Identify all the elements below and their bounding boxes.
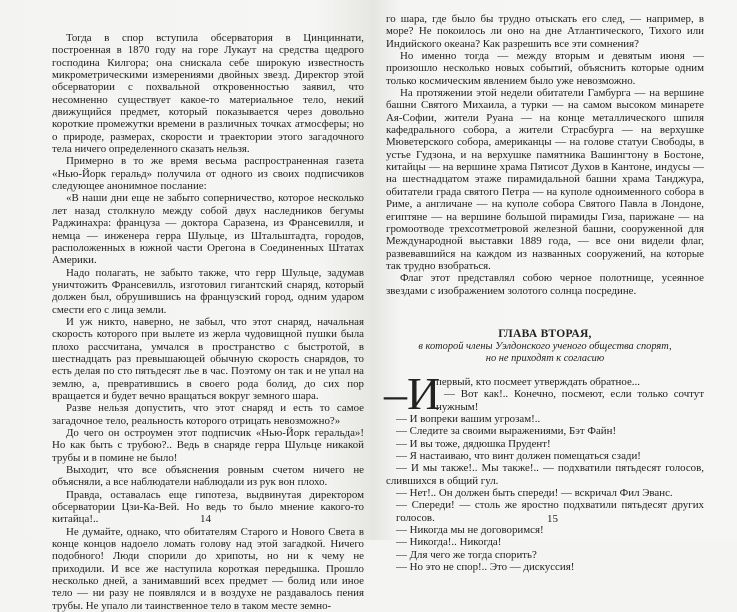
paragraph: Флаг этот представлял собою черное полотнище, усеянное звездами с изображением золотого солнца посредине. xyxy=(386,272,704,297)
paragraph: Разве нельзя допустить, что этот снаряд и есть то самое загадочное тело, реальность которого отрицать невозможно?» xyxy=(52,402,364,427)
paragraph: И уж никто, наверно, не забыл, что этот снаряд, начальная скорость которого при вылете из жерла чудовищной пушки была плохо рассчитана, умчался в пространство с быстротой, в шестнадцать раз превышающей обычную скорость снарядов, то есть делая по сто пятьдесят лье в час. Поэтому он так и не упал на землю, а, превратившись в своего рода болид, до сих пор вращается и будет вечно вращаться вокруг земного шара. xyxy=(52,315,364,402)
right-page xyxy=(372,0,737,574)
paragraph: На протяжении этой недели обитатели Гамбурга — на вершине башни Святого Михаила, а турки — на самом высоком минарете Ая-Софии, жители Руана — на конце металлического шпиля кафедрального собора, а жители Страсбурга — на верхушке Мюветерского собора, американцы — на голове статуи Свободы, в устье Гудзона, и на верхушке памятника Вашингтону в Бостоне, китайцы — на вершине храма Пятисот Духов в Кантоне, индусы — на шестнадцатом этаже пирамидальной башни храма Танджура, обитатели града святого Петра — на куполе одноименного собора в Риме, а англичане — на куполе собора Святого Павла в Лондоне, египтяне — на вершине большой пирамиды Гиза, парижане — на громоотводе трехсотметровой железной башни, сооруженной для Международной выставки 1889 года, — все они видели флаг, развевавшийся на каждом из названных сооружений, на которые так трудно взобраться. xyxy=(386,87,704,272)
dialogue-line: — Никогда мы не договоримся! xyxy=(396,524,544,537)
paragraph: Тогда в спор вступила обсерватория в Цинциннати, построенная в 1870 году на горе Лукаут на средства щедрого господина Килгора; она снискала себе широкую известность микрометрическими измерениями двойных звезд. Директор этой обсерватории с похвальной откровенностью заявил, что несомненно существует какое-то материальное тело, некий движущийся предмет, который показывается через довольно короткие промежутки времени в различных точках атмосферы; но о природе, размерах, скорости и траектории этого загадочного тела ничего определенного сказать нельзя. xyxy=(52,32,364,156)
dialogue-line: — Никогда!.. Никогда! xyxy=(396,536,502,549)
dialogue-line: — И мы также!.. Мы также!.. — подхватили пятьдесят голосов, слившихся в общий гул. xyxy=(386,462,704,487)
dialogue-line: — Я настаиваю, что винт должен помещаться сзади! xyxy=(396,449,641,462)
paragraph: Надо полагать, не забыто также, что герр Шульце, задумав уничтожить Франсевилль, изготовил гигантский снаряд, который должен был, обрушившись на французский город, одним ударом смести его с лица земли. xyxy=(52,266,364,316)
paragraph: До чего он остроумен этот подписчик «Нью-Йорк геральда»! Но как быть с трубою?.. Ведь в снаряде герра Шульце никакой трубы и в помине не было! xyxy=(52,427,364,464)
paragraph: «В наши дни еще не забыто соперничество, которое несколько лет назад столкнуло между собой двух наследников бегумы Раджинахра: француза — доктора Саразена, из Франсевилля, и немца — инженера герра Шульце, из Штальштадта, городов, расположенных в южной части Орегона в Соединенных Штатах Америки. xyxy=(52,192,364,267)
dialogue-line: — Вот как!.. Конечно, посмеют, если только сочтут нужным! xyxy=(436,388,704,413)
right-page-body xyxy=(386,13,704,573)
dialogue-line: — И вопреки вашим угрозам!.. xyxy=(396,412,541,425)
page-number: 14 xyxy=(200,513,211,525)
paragraph-continuation: го шара, где было бы трудно отыскать его след, — например, в море? Не покоилось ли оно на дне Атлантического, Тихого или Индийского океана? Как разрешить все эти сомнения? xyxy=(386,13,704,50)
chapter-subtitle: в которой члены Уэлдонского ученого общества спорят, xyxy=(418,340,672,352)
page-number: 15 xyxy=(547,513,558,525)
paragraph: Правда, оставалась еще гипотеза, выдвинутая директором обсерватории Цзи-Ка-Вей. Но ведь то было мнение какого-то китайца!.. xyxy=(52,488,364,526)
dialogue-line: — Следите за своими выражениями, Бэт Файн! xyxy=(396,425,617,438)
chapter-heading xyxy=(386,327,704,366)
dialogue-line: первый, кто посмеет утверждать обратное... xyxy=(436,375,640,388)
paragraph: Но именно тогда — между вторым и девятым июня — произошло несколько новых событий, объяснить которые одним только космическим явлением было уже невозможно. xyxy=(386,50,704,87)
left-page-body xyxy=(52,32,364,612)
paragraph: Выходит, что все объяснения ровным счетом ничего не объясняли, а все наблюдатели наблюдали из рук вон плохо. xyxy=(52,464,364,489)
drop-cap: –И xyxy=(384,367,441,419)
chapter-subtitle: но не приходят к согласию xyxy=(485,353,605,365)
dialogue-line: — И вы тоже, дядюшка Прудент! xyxy=(396,437,551,450)
dialogue-line: — Нет!.. Он должен быть спереди! — вскричал Фил Эванс. xyxy=(396,487,673,499)
dialogue-line: — Спереди! — столь же яростно подхватили пятьдесят других голосов. xyxy=(396,499,704,524)
paragraph: Примерно в то же время весьма распространенная газета «Нью-Йорк геральд» получила от одного из своих подписчиков следующее анонимное послание: xyxy=(52,155,364,193)
dialogue xyxy=(384,367,704,574)
dialogue-line: — Для чего же тогда спорить? xyxy=(396,548,537,561)
paragraph: Не думайте, однако, что обитателям Старого и Нового Света в конце концов надоело ломать голову над этой загадкой. Ничего подобного! Люди спорили до хрипоты, но ни к чему не приходили. И все же наступила короткая передышка. Прошло несколько дней, а занимавший всех предмет — болид или иное тело — ни разу не появлялся и в воздухе не раздавалось пения трубы. Не упало ли таинственное тело в таком месте земно- xyxy=(52,525,364,612)
dialogue-line: — Но это не спор!.. Это — дискуссия! xyxy=(396,561,575,574)
chapter-title: ГЛАВА ВТОРАЯ, xyxy=(498,327,592,340)
